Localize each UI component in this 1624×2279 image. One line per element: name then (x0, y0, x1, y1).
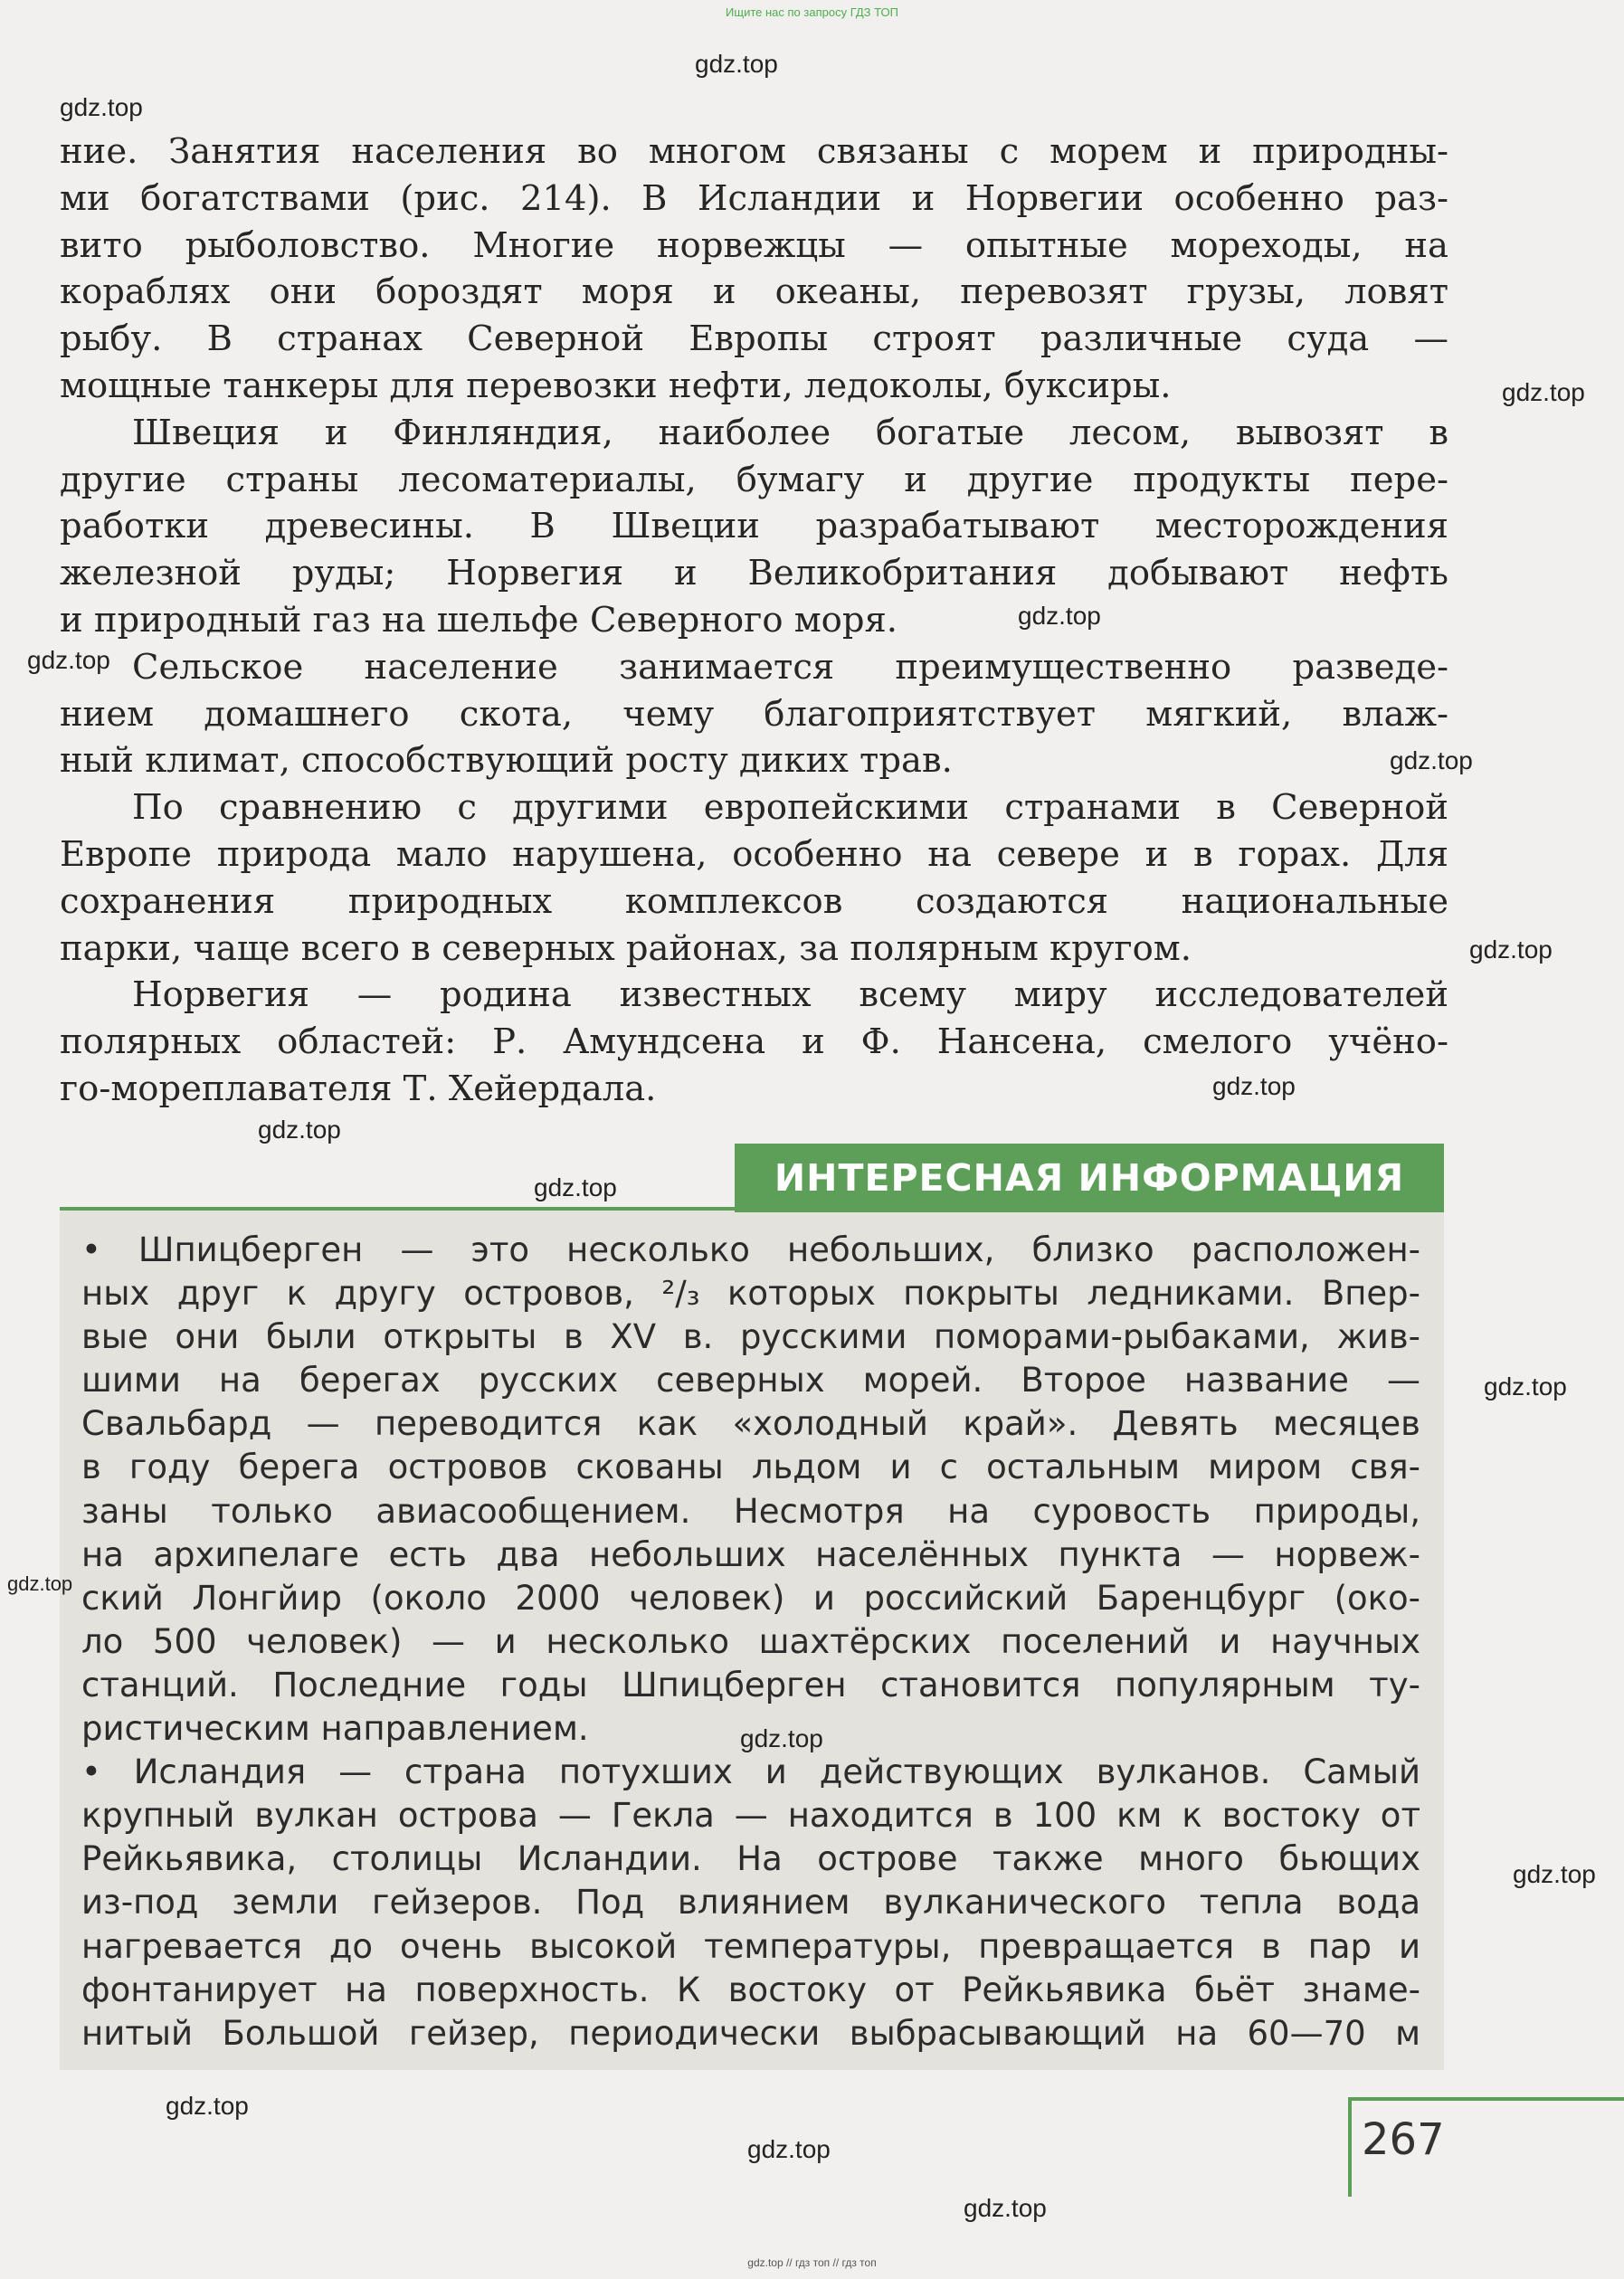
watermark: gdz.top (166, 2092, 249, 2120)
info-line: ристическим направлением. (81, 1709, 589, 1749)
info-line: из-под земли гейзеров. Под влиянием вулканического тепла вода (81, 1883, 1420, 1923)
page-number-frame-left (1348, 2097, 1352, 2197)
watermark: gdz.top (1390, 746, 1473, 774)
info-line: • Шпицберген — это несколько небольших, близко расположен- (81, 1230, 1420, 1269)
text-line: Сельское население занимается преимущественно разведе- (132, 646, 1448, 688)
watermark: gdz.top (258, 1116, 341, 1144)
info-line: нитый Большой гейзер, периодически выбрасывающий на 60—70 м (81, 2013, 1420, 2053)
text-line: парки, чаще всего в северных районах, за полярным кругом. (60, 927, 1192, 969)
paragraph-1 (60, 128, 1448, 410)
text-line: ми богатствами (рис. 214). В Исландии и Норвегии особенно раз- (60, 177, 1448, 219)
main-text (60, 128, 1448, 1113)
info-item-iceland (81, 1751, 1420, 2056)
text-line: другие страны лесоматериалы, бумагу и другие продукты пере- (60, 459, 1448, 500)
page-number-frame-top (1348, 2097, 1624, 2101)
top-banner: Ищите нас по запросу ГДЗ ТОП (726, 5, 898, 19)
info-line: ных друг к другу островов, ²/₃ которых покрыты ледниками. Впер- (81, 1274, 1420, 1314)
text-line: и природный газ на шельфе Северного моря. (60, 599, 898, 641)
watermark: gdz.top (1513, 1860, 1596, 1888)
bottom-banner: gdz.top // гдз топ // гдз топ (747, 2256, 877, 2269)
info-line: в году берега островов скованы льдом и с остальным миром свя- (81, 1448, 1420, 1487)
text-line: вито рыболовство. Многие норвежцы — опытные мореходы, на (60, 224, 1448, 266)
watermark: gdz.top (1484, 1372, 1567, 1401)
info-line: заны только авиасообщением. Несмотря на суровость природы, (81, 1491, 1420, 1531)
info-text (81, 1229, 1420, 2056)
watermark: gdz.top (1502, 378, 1585, 406)
text-line: кораблях они бороздят моря и океаны, перевозят грузы, ловят (60, 271, 1448, 313)
watermark: gdz.top (60, 93, 143, 121)
text-line: Норвегия — родина известных всему миру исследователей (132, 974, 1448, 1016)
text-line: По сравнению с другими европейскими странами в Северной (132, 787, 1448, 829)
watermark: gdz.top (747, 2135, 831, 2163)
info-box-title: ИНТЕРЕСНАЯ ИНФОРМАЦИЯ (735, 1144, 1444, 1212)
page-number: 267 (1362, 2114, 1445, 2165)
watermark: gdz.top (7, 1572, 73, 1595)
watermark: gdz.top (695, 50, 778, 78)
watermark: gdz.top (964, 2194, 1047, 2222)
watermark: gdz.top (27, 646, 110, 674)
info-line: шими на берегах русских северных морей. Второе название — (81, 1361, 1420, 1401)
text-line: железной руды; Норвегия и Великобритания добывают нефть (60, 553, 1448, 594)
info-line: на архипелаге есть два небольших населённых пункта — норвеж- (81, 1534, 1420, 1574)
watermark: gdz.top (1469, 935, 1553, 964)
watermark: gdz.top (1212, 1072, 1296, 1100)
info-item-spitsbergen (81, 1229, 1420, 1751)
watermark: gdz.top (1018, 602, 1101, 630)
text-line: ный климат, способствующий росту диких трав. (60, 740, 953, 782)
info-line: фонтанирует на поверхность. К востоку от Рейкьявика бьёт знаме- (81, 1970, 1420, 2009)
info-line: Рейкьявика, столицы Исландии. На острове также много бьющих (81, 1839, 1420, 1879)
watermark: gdz.top (534, 1173, 617, 1201)
text-line: сохранения природных комплексов создаются национальные (60, 880, 1448, 922)
info-line: ло 500 человек) — и несколько шахтёрских поселений и научных (81, 1621, 1420, 1661)
paragraph-2 (60, 410, 1448, 644)
text-line: работки древесины. В Швеции разрабатывают месторождения (60, 506, 1448, 547)
paragraph-3 (60, 644, 1448, 784)
text-line: нием домашнего скота, чему благоприятствует мягкий, влаж- (60, 693, 1448, 735)
watermark: gdz.top (740, 1724, 823, 1752)
text-line: ние. Занятия населения во многом связаны с морем и природны- (60, 131, 1448, 172)
text-line: Швеция и Финляндия, наиболее богатые лесом, вывозят в (132, 412, 1448, 453)
info-line: вые они были открыты в XV в. русскими поморами-рыбаками, жив- (81, 1317, 1420, 1357)
text-line: го-мореплавателя Т. Хейердала. (60, 1068, 657, 1109)
text-line: полярных областей: Р. Амундсена и Ф. Нансена, смелого учёно- (60, 1021, 1448, 1063)
text-line: рыбу. В странах Северной Европы строят различные суда — (60, 318, 1448, 360)
info-line: Свальбард — переводится как «холодный край». Девять месяцев (81, 1404, 1420, 1444)
info-line: • Исландия — страна потухших и действующих вулканов. Самый (81, 1752, 1420, 1792)
text-line: Европе природа мало нарушена, особенно на севере и в горах. Для (60, 833, 1448, 875)
info-line: станций. Последние годы Шпицберген становится популярным ту- (81, 1665, 1420, 1705)
info-line: нагревается до очень высокой температуры, превращается в пар и (81, 1926, 1420, 1966)
info-line: ский Лонгйир (около 2000 человек) и российский Баренцбург (око- (81, 1578, 1420, 1618)
info-line: крупный вулкан острова — Гекла — находится в 100 км к востоку от (81, 1796, 1420, 1836)
text-line: мощные танкеры для перевозки нефти, ледоколы, буксиры. (60, 365, 1172, 406)
paragraph-4 (60, 784, 1448, 972)
